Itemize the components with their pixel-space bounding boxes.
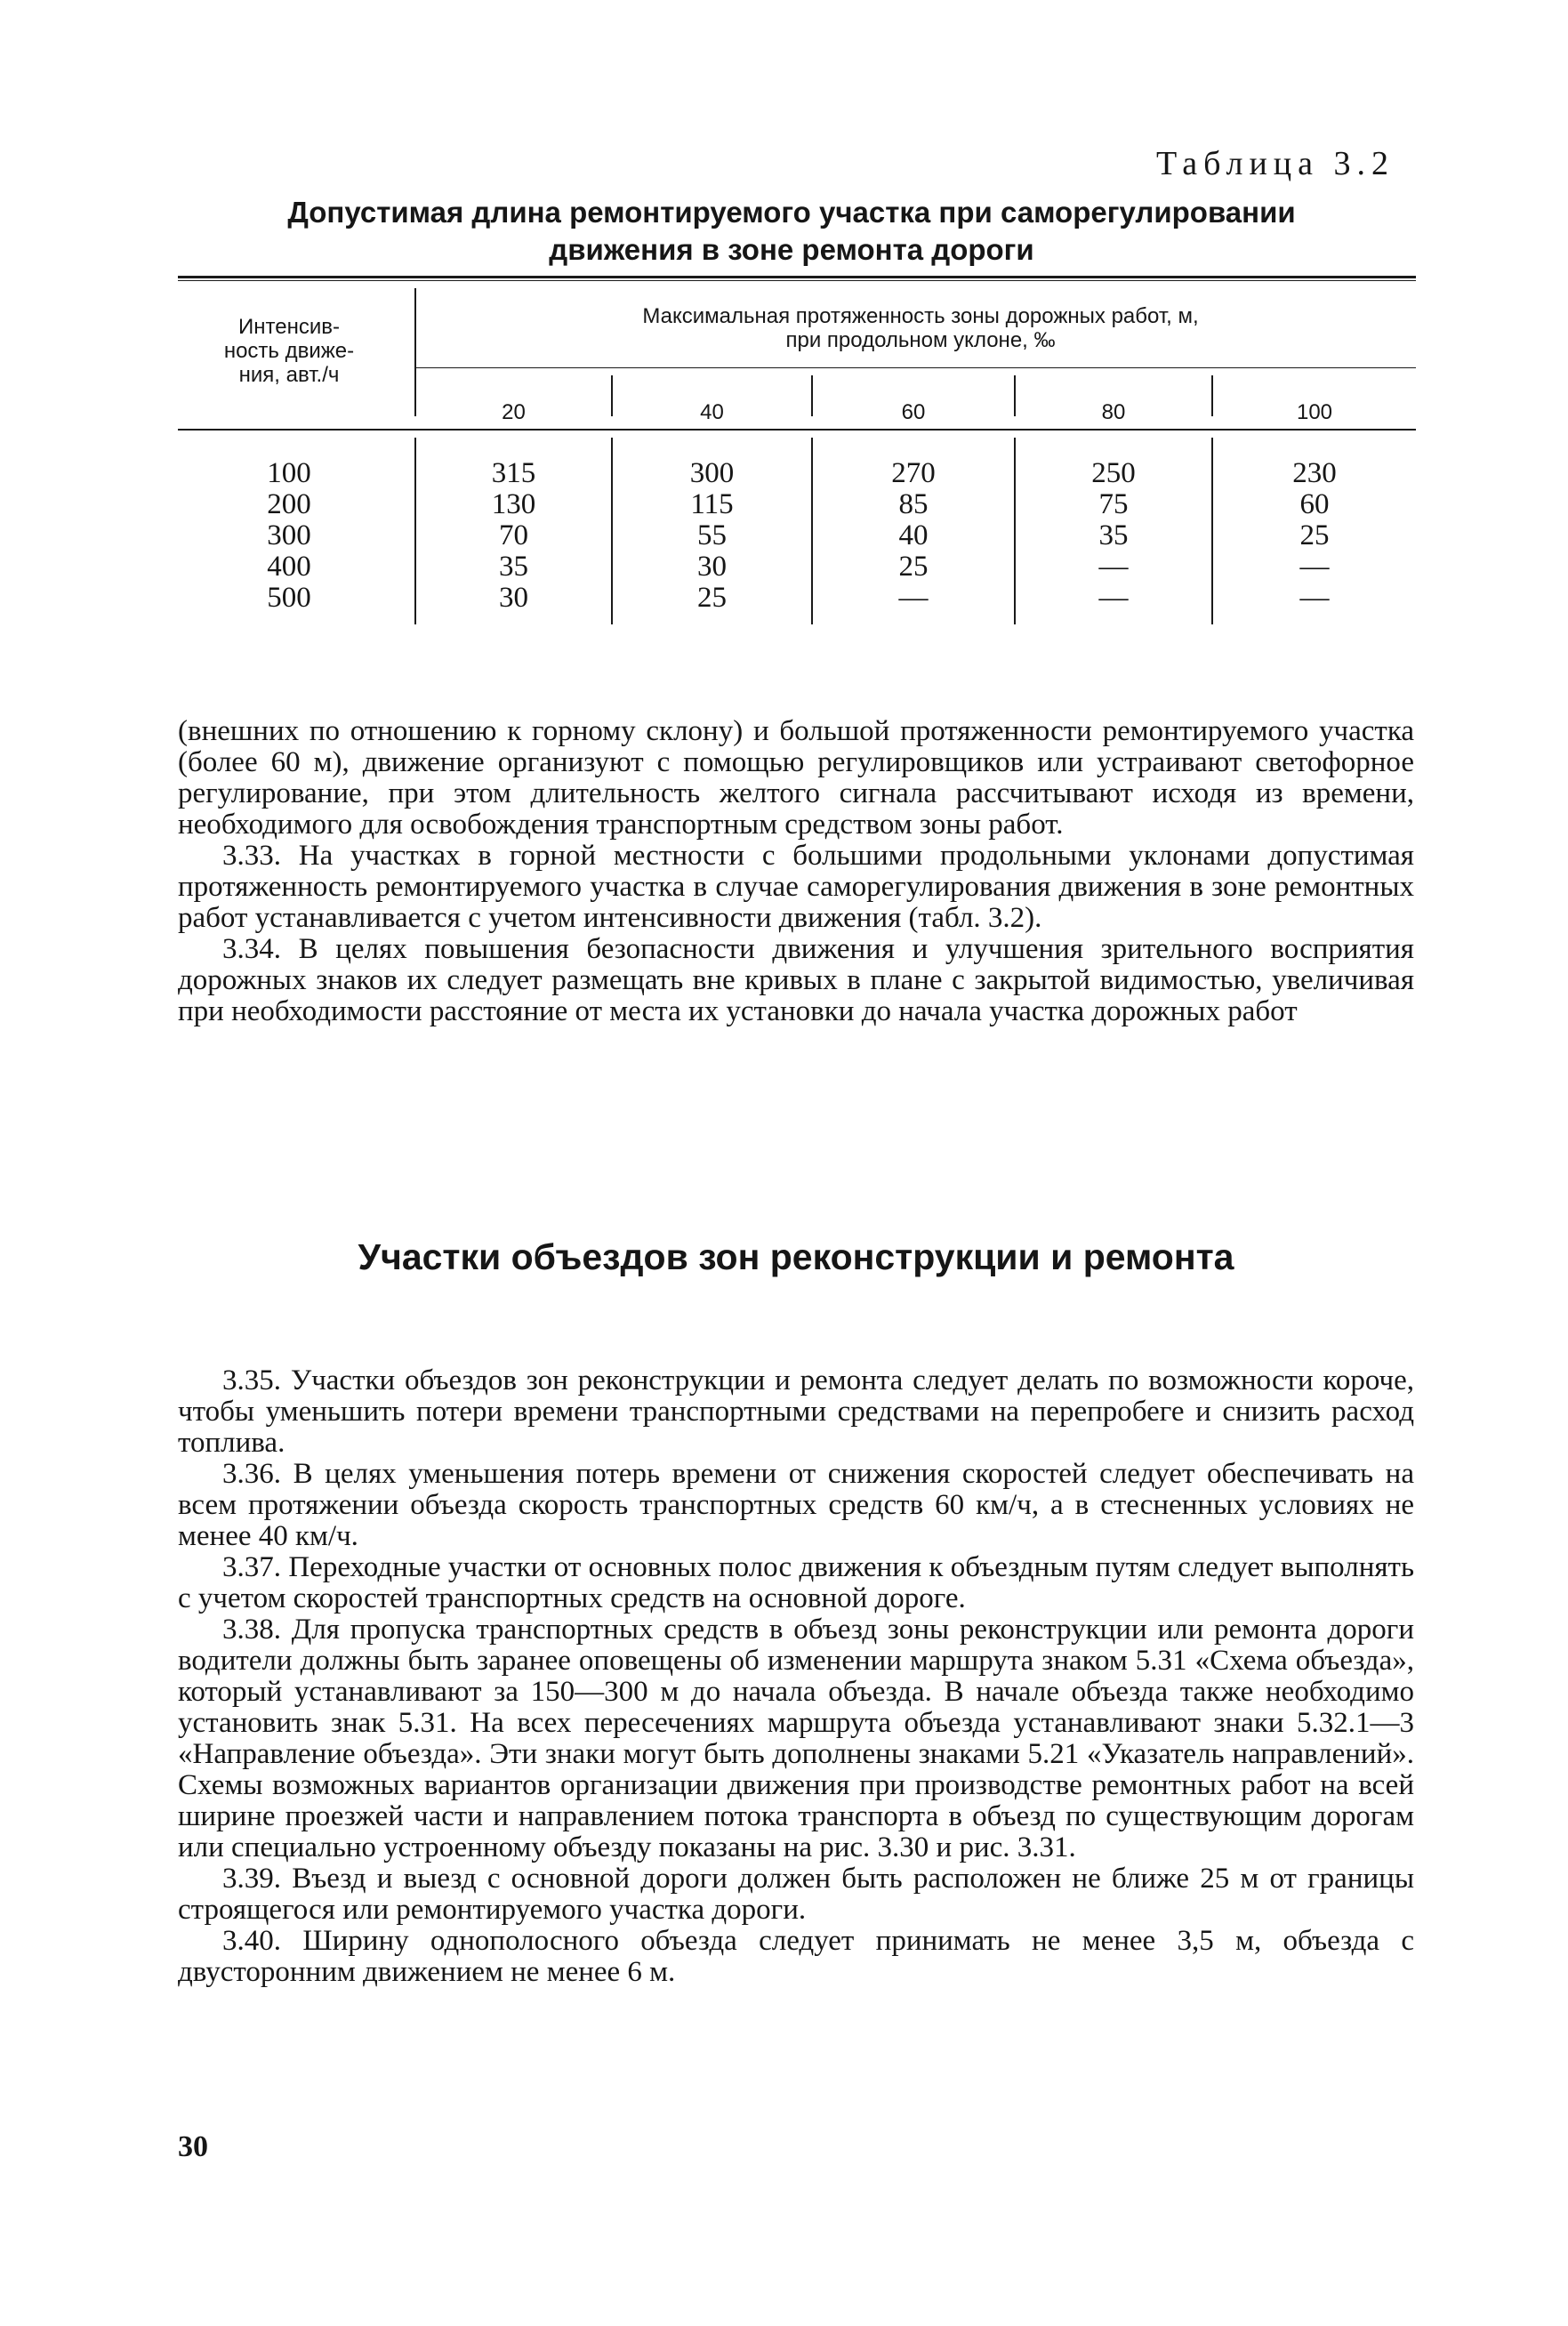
table-cell: 30 <box>499 582 528 614</box>
table-column-40 <box>613 458 811 614</box>
table-cell: — <box>1299 582 1330 614</box>
paragraph: (внешних по отношению к горному склону) и большой протяженности ремонтируемого участка (более 60 м), движение организуют с помощью регулировщиков или устраивают светофорное регулирование, при этом длительность желтого сигнала рассчитывают исходя из времени, необходимого для освобождения транспортным средством зоны работ. <box>178 715 1414 841</box>
stub-header-line: ния, авт./ч <box>238 363 340 387</box>
column-header: 20 <box>502 400 526 424</box>
paragraph: 3.40. Ширину однополосного объезда следует принимать не менее 3,5 м, объезда с двусторонним движением не менее 6 м. <box>178 1925 1414 1988</box>
stub-header-line: Интенсив- <box>238 315 340 339</box>
text-block-top <box>178 716 1414 1027</box>
table-cell: 30 <box>697 551 727 583</box>
data-table <box>178 276 1416 632</box>
paragraph: 3.35. Участки объездов зон реконструкции и ремонта следует делать по возможности короче, чтобы уменьшить потери времени транспортными средствами на перепробеге и снизить расход топлива. <box>178 1364 1414 1459</box>
table-cell: 75 <box>1098 488 1129 520</box>
table-title <box>213 194 1370 269</box>
table-cell: 300 <box>689 457 735 489</box>
table-column-20 <box>416 458 611 614</box>
table-cell: 315 <box>491 457 536 489</box>
table-column-80 <box>1016 458 1211 614</box>
group-header-line: Максимальная протяженность зоны дорожных работ, м, <box>642 304 1199 328</box>
stub-header <box>178 315 400 387</box>
table-cell: 55 <box>697 519 727 551</box>
paragraph: 3.38. Для пропуска транспортных средств в объезд зоны реконструкции или ремонта дороги водители должны быть заранее оповещены об изменении маршрута знаком 5.31 «Схема объезда», который устанавливают за 150—300 м до начала объезда. В начале объезда также необходимо установить знак 5.31. На всех пересечениях маршрута объезда устанавливают знаки 5.32.1—3 «Направление объезда». Эти знаки могут быть дополнены знаками 5.21 «Указатель направлений». Схемы возможных вариантов организации движения при производстве ремонтных работ на всей ширине проезжей части и направлением потока транспорта в объезд по существующим дорогам или специально устроенному объезду показаны на рис. 3.30 и рис. 3.31. <box>178 1614 1414 1863</box>
table-cell: 130 <box>491 488 536 520</box>
column-header: 40 <box>700 400 724 424</box>
section-heading: Участки объездов зон реконструкции и ремонта <box>358 1236 1234 1277</box>
table-title-line: Допустимая длина ремонтируемого участка при саморегулировании <box>287 196 1296 229</box>
table-top-rule <box>178 276 1416 278</box>
table-column-100 <box>1213 458 1416 614</box>
paragraph: 3.39. Въезд и выезд с основной дороги должен быть расположен не ближе 25 м от границы строящегося или ремонтируемого участка дороги. <box>178 1863 1414 1926</box>
table-cell: 230 <box>1292 457 1337 489</box>
page-number: 30 <box>178 2130 208 2163</box>
table-cell: 85 <box>898 488 929 520</box>
paragraph: 3.33. На участках в горной местности с большими продольными уклонами допустимая протяженность ремонтируемого участка в случае саморегулирования движения в зоне ремонтных работ устанавливается с учетом интенсивности движения (табл. 3.2). <box>178 840 1414 934</box>
table-column-60 <box>813 458 1014 614</box>
table-header-rule <box>178 429 1416 431</box>
table-cell: 60 <box>1299 488 1330 520</box>
table-cell: — <box>1299 551 1330 583</box>
column-header: 100 <box>1296 400 1333 424</box>
column-header: 80 <box>1101 400 1126 424</box>
text-block-bottom <box>178 1365 1414 1988</box>
row-label: 400 <box>267 551 311 583</box>
row-label: 100 <box>267 457 311 489</box>
table-cell: 25 <box>697 582 727 614</box>
stub-header-line: ность движе- <box>223 339 355 363</box>
row-label: 200 <box>267 488 311 520</box>
row-label: 300 <box>267 519 311 551</box>
column-header: 60 <box>901 400 926 424</box>
table-cell: 250 <box>1091 457 1136 489</box>
table-cell: 25 <box>1299 519 1330 551</box>
group-header-line: при продольном уклоне, ‰ <box>785 328 1056 352</box>
paragraph: 3.34. В целях повышения безопасности движения и улучшения зрительного восприятия дорожных знаков их следует размещать вне кривых в плане с закрытой видимостью, увеличивая при необходимости расстояние от места их установки до начала участка дорожных работ <box>178 933 1414 1027</box>
table-cell: 40 <box>898 519 929 551</box>
table-cell: — <box>898 582 929 614</box>
table-cell: — <box>1098 582 1129 614</box>
table-cell: 25 <box>898 551 929 583</box>
stub-divider <box>414 288 416 416</box>
table-number: Таблица 3.2 <box>1155 145 1395 182</box>
table-cell: 35 <box>1098 519 1129 551</box>
paragraph: 3.36. В целях уменьшения потерь времени от снижения скоростей следует обеспечивать на всем протяжении объезда скорость транспортных средств 60 км/ч, а в стесненных условиях не менее 40 км/ч. <box>178 1458 1414 1552</box>
table-title-line: движения в зоне ремонта дороги <box>549 233 1034 266</box>
table-cell: 115 <box>690 488 734 520</box>
table-top-rule-thin <box>178 280 1416 281</box>
table-cell: 270 <box>891 457 936 489</box>
row-label: 500 <box>267 582 311 614</box>
table-cell: — <box>1098 551 1129 583</box>
row-labels-column <box>178 458 400 614</box>
table-cell: 70 <box>499 519 528 551</box>
group-header <box>427 304 1414 352</box>
group-header-rule <box>416 367 1416 368</box>
table-cell: 35 <box>499 551 528 583</box>
paragraph: 3.37. Переходные участки от основных полос движения к объездным путям следует выполнять с учетом скоростей транспортных средств на основной дороге. <box>178 1551 1414 1614</box>
